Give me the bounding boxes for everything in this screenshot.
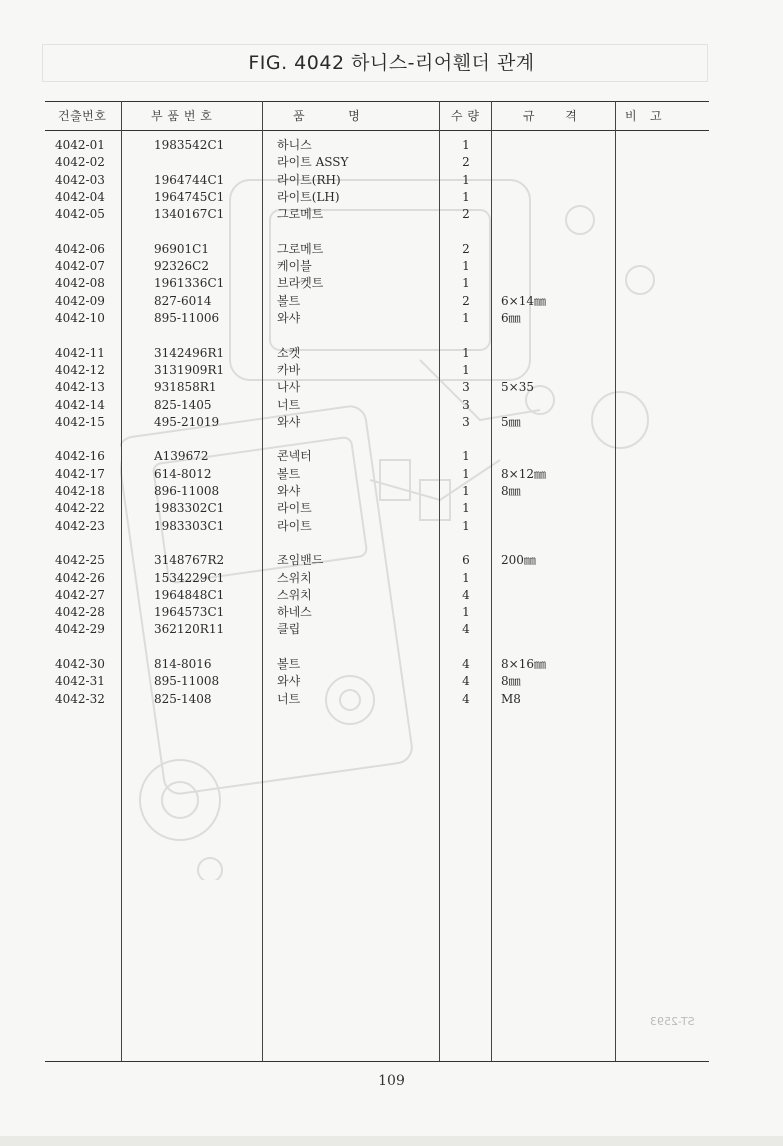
item-number: 4042-10 xyxy=(55,311,105,325)
figure-title: FIG. 4042 하니스-리어휀더 관계 xyxy=(248,52,535,74)
quantity: 4 xyxy=(462,622,470,637)
item-number: 4042-01 xyxy=(55,138,105,152)
quantity: 2 xyxy=(462,207,470,222)
quantity: 1 xyxy=(462,605,470,620)
item-number: 4042-30 xyxy=(55,657,105,671)
table-row xyxy=(45,500,709,517)
table-row xyxy=(45,206,709,223)
table-top-rule xyxy=(45,101,709,102)
part-name: 라이트 xyxy=(277,518,312,533)
specification: 6㎜ xyxy=(501,311,521,325)
table-row xyxy=(45,154,709,171)
table-row xyxy=(45,310,709,327)
table-row xyxy=(45,673,709,690)
table-row xyxy=(45,621,709,638)
page-number: 109 xyxy=(378,1073,405,1089)
item-number: 4042-09 xyxy=(55,293,105,308)
specification: 5㎜ xyxy=(501,414,521,429)
part-number: 896-11008 xyxy=(154,484,220,498)
part-name: 와샤 xyxy=(277,484,301,498)
part-number: 96901C1 xyxy=(154,241,209,256)
quantity: 1 xyxy=(462,518,470,533)
part-name: 그로메트 xyxy=(277,241,324,256)
part-number: 827-6014 xyxy=(154,293,212,308)
part-number: 614-8012 xyxy=(154,466,212,481)
quantity: 2 xyxy=(462,155,470,170)
item-number: 4042-13 xyxy=(55,380,105,395)
part-name: 브라켓트 xyxy=(277,276,324,291)
item-number: 4042-12 xyxy=(55,362,105,377)
item-number: 4042-31 xyxy=(55,674,105,689)
table-row xyxy=(45,258,709,275)
table-bottom-rule xyxy=(45,1061,709,1062)
quantity: 3 xyxy=(462,414,470,429)
part-name: 스위치 xyxy=(277,587,312,602)
item-number: 4042-04 xyxy=(55,189,105,204)
part-number: 1340167C1 xyxy=(154,207,225,222)
table-row xyxy=(45,189,709,206)
specification: 8㎜ xyxy=(501,674,521,689)
item-number: 4042-25 xyxy=(55,553,105,568)
quantity: 3 xyxy=(462,380,470,395)
part-number: A139672 xyxy=(154,449,209,464)
quantity: 1 xyxy=(462,362,470,377)
quantity: 4 xyxy=(462,691,470,706)
table-row xyxy=(45,345,709,362)
part-name: 하니스 xyxy=(277,138,312,152)
quantity: 4 xyxy=(462,674,470,689)
item-number: 4042-07 xyxy=(55,259,105,274)
table-row xyxy=(45,397,709,414)
part-number: 1964573C1 xyxy=(154,605,225,620)
part-name: 조임밴드 xyxy=(277,553,324,568)
part-number: 1983302C1 xyxy=(154,501,225,516)
quantity: 1 xyxy=(462,259,470,274)
part-name: 라이트(LH) xyxy=(277,189,340,204)
quantity: 1 xyxy=(462,345,470,360)
item-number: 4042-22 xyxy=(55,501,105,516)
part-name: 볼트 xyxy=(277,293,301,308)
item-number: 4042-32 xyxy=(55,691,105,706)
table-row xyxy=(45,293,709,310)
part-name: 너트 xyxy=(277,397,301,412)
item-number: 4042-23 xyxy=(55,518,105,533)
specification: 8×16㎜ xyxy=(501,657,546,671)
specification: 8×12㎜ xyxy=(501,466,546,481)
table-row xyxy=(45,570,709,587)
item-number: 4042-06 xyxy=(55,241,105,256)
item-number: 4042-29 xyxy=(55,622,105,637)
table-row xyxy=(45,483,709,500)
part-name: 스위치 xyxy=(277,570,312,585)
table-row xyxy=(45,414,709,431)
specification: 200㎜ xyxy=(501,553,536,568)
quantity: 2 xyxy=(462,241,470,256)
item-number: 4042-05 xyxy=(55,207,105,222)
table-row xyxy=(45,552,709,569)
part-name: 나사 xyxy=(277,380,301,395)
part-number: 1964744C1 xyxy=(154,172,225,187)
part-number: 1964848C1 xyxy=(154,587,225,602)
quantity: 1 xyxy=(462,449,470,464)
part-number: 3131909R1 xyxy=(154,362,225,377)
specification: 6×14㎜ xyxy=(501,293,546,308)
quantity: 1 xyxy=(462,570,470,585)
part-number: 3148767R2 xyxy=(154,553,225,568)
item-number: 4042-27 xyxy=(55,587,105,602)
quantity: 6 xyxy=(462,553,470,568)
item-number: 4042-14 xyxy=(55,397,105,412)
quantity: 1 xyxy=(462,501,470,516)
quantity: 1 xyxy=(462,172,470,187)
table-row xyxy=(45,275,709,292)
quantity: 1 xyxy=(462,276,470,291)
part-name: 콘넥터 xyxy=(277,449,312,464)
part-name: 클립 xyxy=(277,622,301,637)
quantity: 1 xyxy=(462,466,470,481)
item-number: 4042-02 xyxy=(55,155,105,170)
specification: 5×35 xyxy=(501,380,534,395)
header-spec: 규 격 xyxy=(523,109,578,123)
part-name: 와샤 xyxy=(277,311,301,325)
part-name: 볼트 xyxy=(277,657,301,671)
item-number: 4042-15 xyxy=(55,414,105,429)
page-edge xyxy=(0,1136,783,1146)
part-number: 1964745C1 xyxy=(154,189,225,204)
part-number: 931858R1 xyxy=(154,380,217,395)
item-number: 4042-26 xyxy=(55,570,105,585)
item-number: 4042-08 xyxy=(55,276,105,291)
part-name: 케이블 xyxy=(277,259,312,274)
item-number: 4042-28 xyxy=(55,605,105,620)
header-number: 건출번호 xyxy=(58,109,107,123)
part-name: 너트 xyxy=(277,691,301,706)
part-number: 1534229C1 xyxy=(154,570,225,585)
part-name: 카바 xyxy=(277,362,301,377)
quantity: 3 xyxy=(462,397,470,412)
quantity: 4 xyxy=(462,587,470,602)
quantity: 2 xyxy=(462,293,470,308)
table-row xyxy=(45,656,709,673)
quantity: 1 xyxy=(462,138,470,152)
header-quantity: 수 량 xyxy=(451,109,480,123)
part-number: 495-21019 xyxy=(154,414,220,429)
part-name: 하네스 xyxy=(277,605,312,620)
part-name: 볼트 xyxy=(277,466,301,481)
item-number: 4042-03 xyxy=(55,172,105,187)
part-name: 그로메트 xyxy=(277,207,324,222)
part-number: 814-8016 xyxy=(154,657,212,671)
quantity: 1 xyxy=(462,189,470,204)
item-number: 4042-17 xyxy=(55,466,105,481)
header-part-number: 부 품 번 호 xyxy=(151,109,213,123)
header-rule xyxy=(45,130,709,131)
part-number: 1983303C1 xyxy=(154,518,225,533)
quantity: 1 xyxy=(462,484,470,498)
part-name: 소켓 xyxy=(277,345,301,360)
header-part-name: 품 명 xyxy=(293,109,361,123)
part-name: 라이트 ASSY xyxy=(277,155,349,170)
part-number: 825-1405 xyxy=(154,397,212,412)
table-row xyxy=(45,466,709,483)
part-number: 1961336C1 xyxy=(154,276,225,291)
drawing-stamp: ST-2593 xyxy=(650,1015,695,1028)
part-number: 3142496R1 xyxy=(154,345,225,360)
table-row xyxy=(45,604,709,621)
table-row xyxy=(45,172,709,189)
part-number: 1983542C1 xyxy=(154,138,225,152)
part-number: 895-11008 xyxy=(154,674,220,689)
header-remark: 비 고 xyxy=(625,109,663,123)
table-row xyxy=(45,241,709,258)
item-number: 4042-11 xyxy=(55,345,105,360)
table-row xyxy=(45,379,709,396)
quantity: 1 xyxy=(462,311,470,325)
table-row xyxy=(45,587,709,604)
specification: 8㎜ xyxy=(501,484,521,498)
table-row xyxy=(45,137,709,154)
part-number: 362120R11 xyxy=(154,622,225,637)
parts-table xyxy=(45,101,709,1061)
part-name: 라이트 xyxy=(277,501,312,516)
table-row xyxy=(45,362,709,379)
specification: M8 xyxy=(501,691,521,706)
quantity: 4 xyxy=(462,657,470,671)
table-row xyxy=(45,691,709,708)
part-name: 와샤 xyxy=(277,414,301,429)
table-row xyxy=(45,518,709,535)
part-number: 92326C2 xyxy=(154,259,209,274)
part-number: 825-1408 xyxy=(154,691,212,706)
table-row xyxy=(45,448,709,465)
item-number: 4042-16 xyxy=(55,449,105,464)
part-name: 라이트(RH) xyxy=(277,172,341,187)
part-number: 895-11006 xyxy=(154,311,220,325)
part-name: 와샤 xyxy=(277,674,301,689)
item-number: 4042-18 xyxy=(55,484,105,498)
